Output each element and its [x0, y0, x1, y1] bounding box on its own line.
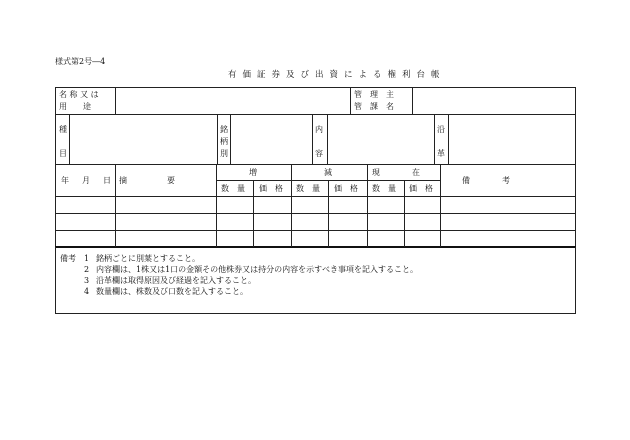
current-qty-label: 数 量 — [372, 184, 396, 193]
type-label-2: 目 — [59, 149, 67, 158]
table-row[interactable] — [56, 231, 575, 245]
increase-price-label: 価 格 — [259, 184, 283, 193]
form-id: 様式第2号―4 — [55, 57, 106, 66]
issue-label-1: 銘 — [220, 125, 228, 134]
history-label-2: 革 — [437, 149, 445, 158]
month-label: 月 — [82, 176, 90, 185]
page-title: 有価証券及び出資による権利台帳 — [228, 70, 446, 80]
content-label-1: 内 — [315, 125, 323, 134]
remarks-label: 備 考 — [462, 176, 510, 185]
issue-field[interactable] — [231, 116, 311, 164]
name-label: 名 称 又 は — [59, 90, 99, 99]
issue-label-2: 柄 — [220, 137, 228, 146]
note-num-3: 3 — [84, 276, 90, 285]
note-text-4: 数量欄は、株数及び口数を記入すること。 — [96, 287, 248, 296]
type-field[interactable] — [70, 116, 216, 164]
day-label: 日 — [103, 176, 111, 185]
issue-label-3: 別 — [220, 149, 228, 158]
content-label-2: 容 — [315, 149, 323, 158]
note-num-4: 4 — [84, 287, 90, 296]
manager-label: 管 理 主 — [354, 90, 394, 99]
decrease-price-label: 価 格 — [334, 184, 358, 193]
name-field[interactable] — [116, 88, 349, 114]
type-label-1: 種 — [59, 125, 67, 134]
manager-field[interactable] — [413, 88, 575, 114]
note-num-2: 2 — [84, 265, 90, 274]
decrease-label: 減 — [324, 168, 332, 177]
manager-dept-label: 管 課 名 — [354, 102, 394, 111]
note-text-3: 沿革欄は取得原因及び経過を記入すること。 — [96, 276, 256, 285]
current-label: 現 在 — [372, 168, 420, 177]
content-field[interactable] — [328, 116, 433, 164]
note-text-1: 銘柄ごとに別葉とすること。 — [96, 254, 200, 263]
increase-qty-label: 数 量 — [221, 184, 245, 193]
notes-label: 備考 — [60, 254, 76, 263]
history-label-1: 沿 — [437, 125, 445, 134]
note-num-1: 1 — [84, 254, 90, 263]
table-row[interactable] — [56, 214, 575, 229]
history-field[interactable] — [449, 116, 575, 164]
current-price-label: 価 格 — [409, 184, 433, 193]
note-text-2: 内容欄は、1株又は1口の金額その他株券又は持分の内容を示すべき事項を記入すること。 — [96, 265, 419, 274]
decrease-qty-label: 数 量 — [296, 184, 320, 193]
summary-label: 摘 要 — [119, 176, 175, 185]
table-row[interactable] — [56, 197, 575, 212]
usage-label: 用 途 — [59, 102, 91, 111]
increase-label: 増 — [249, 168, 257, 177]
year-label: 年 — [61, 176, 69, 185]
